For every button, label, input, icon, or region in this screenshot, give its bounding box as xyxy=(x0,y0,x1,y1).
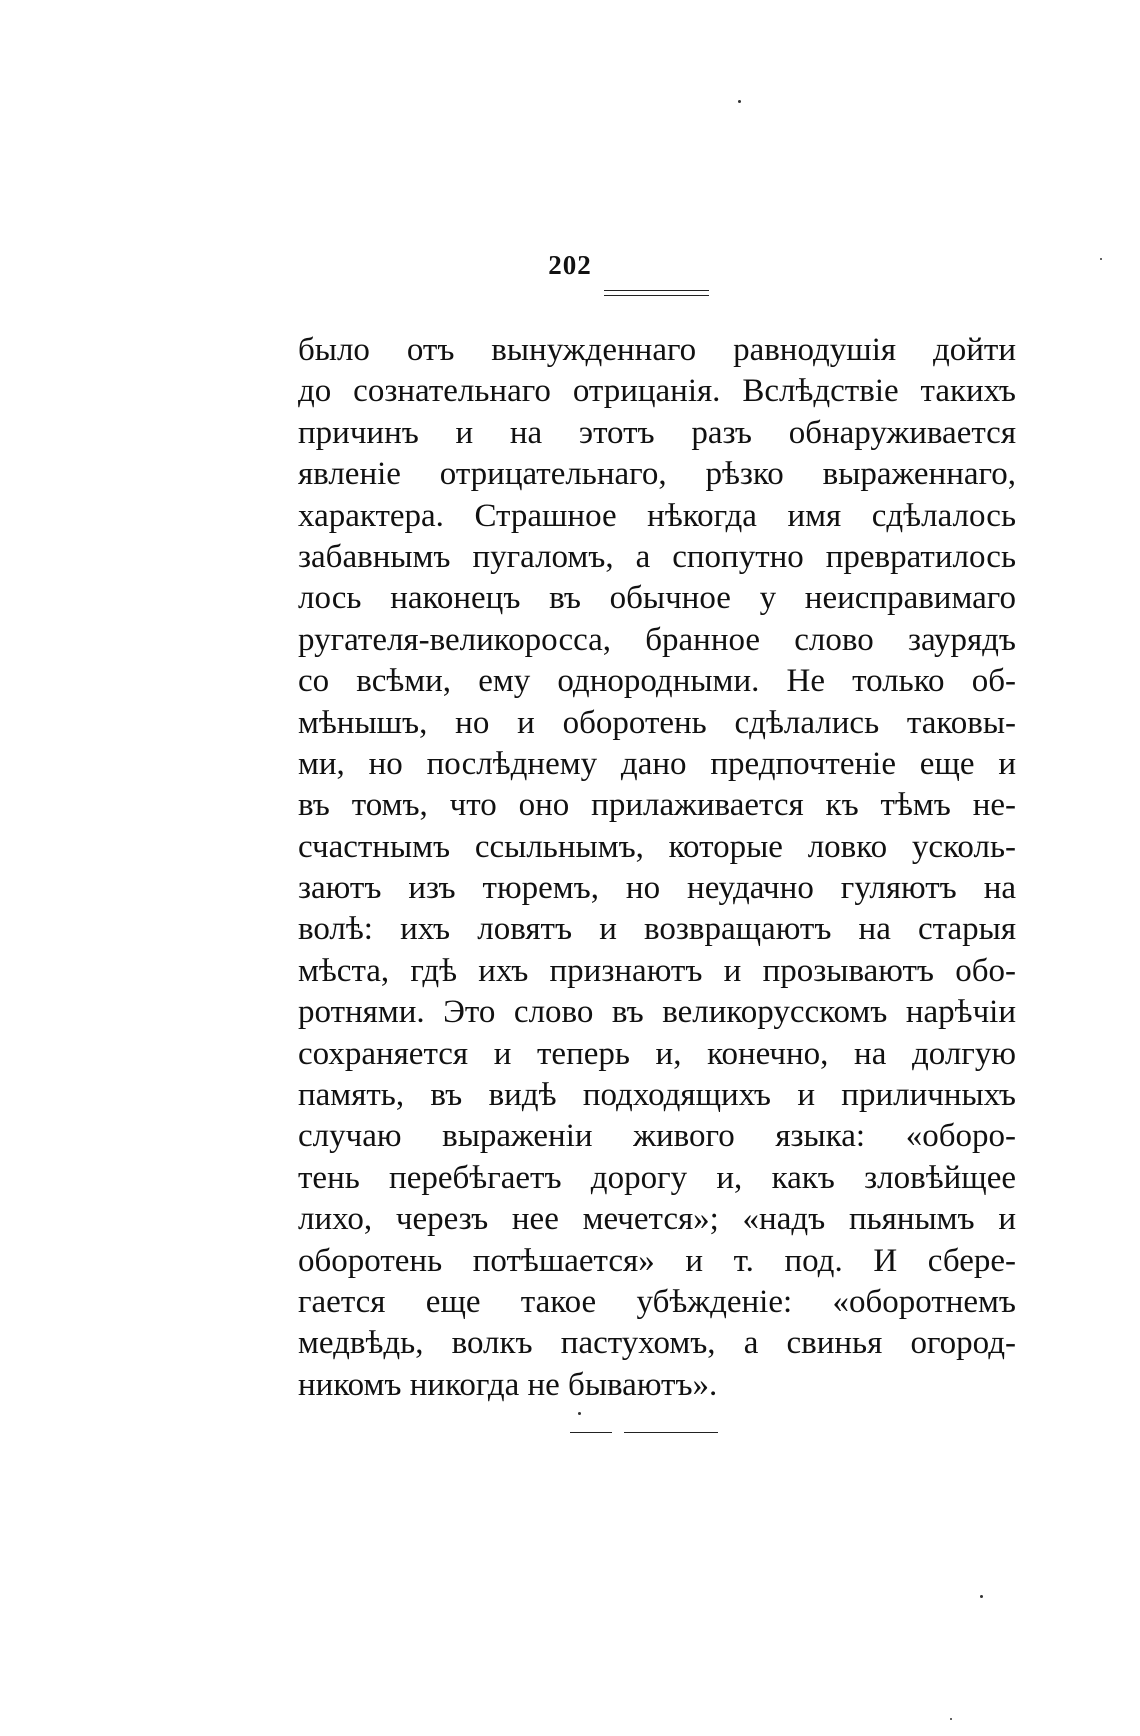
text-line: волѣ: ихъ ловятъ и возвращаютъ на старыя xyxy=(298,911,1016,948)
paper-speck xyxy=(950,1718,952,1720)
text-line: оборотень потѣшается» и т. под. И сбере- xyxy=(298,1242,1016,1279)
text-line: гается еще такое убѣжденіе: «оборотнемъ xyxy=(298,1283,1016,1320)
text-line: мѣста, гдѣ ихъ признаютъ и прозываютъ обо- xyxy=(298,952,1016,989)
text-line: лихо, черезъ нее мечется»; «надъ пьянымъ и xyxy=(298,1201,1016,1238)
text-line: было отъ вынужденнаго равнодушія дойти xyxy=(298,332,1016,368)
text-line: ругателя-великоросса, бранное слово заурядъ xyxy=(298,621,1016,658)
text-line: счастнымъ ссыльнымъ, которые ловко усколь- xyxy=(298,828,1016,865)
text-line: случаю выраженіи живого языка: «оборо- xyxy=(298,1118,1016,1155)
text-line: сохраняется и теперь и, конечно, на долгую xyxy=(298,1035,1016,1072)
body-text xyxy=(298,330,1016,1406)
text-line: забавнымъ пугаломъ, а спопутно превратилось xyxy=(298,538,1016,575)
text-line: память, въ видѣ подходящихъ и приличныхъ xyxy=(298,1077,1016,1114)
header-rule-lower xyxy=(604,295,709,296)
paper-speck xyxy=(980,1595,983,1598)
text-line: медвѣдь, волкъ пастухомъ, а свинья огород- xyxy=(298,1325,1016,1362)
text-line: ми, но послѣднему дано предпочтеніе еще и xyxy=(298,745,1016,782)
text-line: характера. Страшное нѣкогда имя сдѣлалось xyxy=(298,497,1016,534)
text-line: до сознательнаго отрицанія. Вслѣдствіе такихъ xyxy=(298,373,1016,410)
paper-speck xyxy=(738,100,741,103)
page-number: 202 xyxy=(548,250,592,280)
text-line: ротнями. Это слово въ великорусскомъ нарѣчіи xyxy=(298,994,1016,1031)
text-line-last: никомъ никогда не бываютъ». xyxy=(298,1366,718,1403)
paper-speck xyxy=(578,1412,581,1415)
paper-speck xyxy=(1100,258,1102,260)
text-line: явленіе отрицательнаго, рѣзко выраженнаго, xyxy=(298,456,1016,493)
text-line: лось наконецъ въ обычное у неисправимаго xyxy=(298,580,1016,617)
header-rule xyxy=(604,290,709,291)
end-rule-long xyxy=(624,1432,718,1433)
text-line: въ томъ, что оно прилаживается къ тѣмъ не- xyxy=(298,787,1016,824)
end-rule-short xyxy=(570,1432,612,1433)
text-line: причинъ и на этотъ разъ обнаруживается xyxy=(298,414,1016,451)
text-line: мѣнышъ, но и оборотень сдѣлались таковы- xyxy=(298,704,1016,741)
text-line: со всѣми, ему однородными. Не только об- xyxy=(298,663,1016,700)
text-line: заютъ изъ тюремъ, но неудачно гуляютъ на xyxy=(298,870,1016,907)
text-line: тень перебѣгаетъ дорогу и, какъ зловѣйщее xyxy=(298,1159,1016,1196)
